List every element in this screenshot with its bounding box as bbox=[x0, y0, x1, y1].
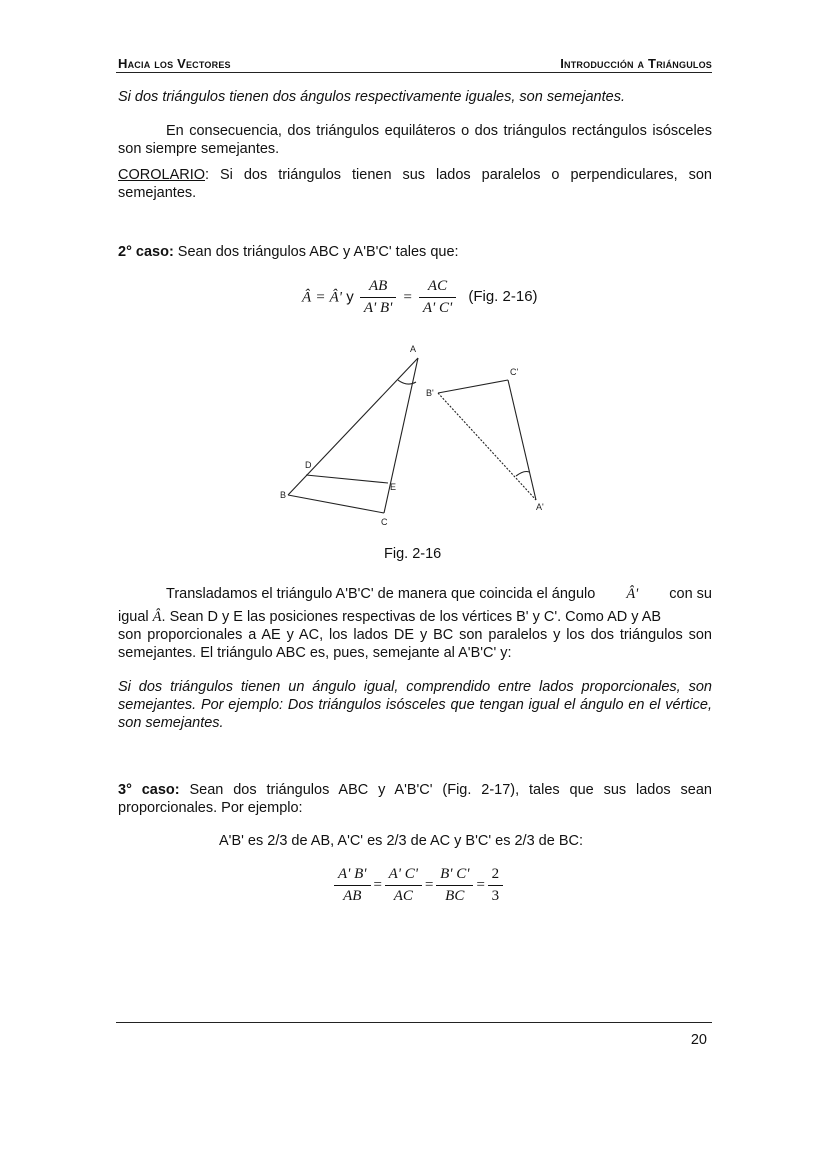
case2-label: 2° caso: bbox=[118, 244, 174, 260]
theorem-statement: Si dos triángulos tienen dos ángulos respectivamente iguales, son semejantes. bbox=[118, 89, 625, 105]
paragraph-translation-line1 bbox=[118, 585, 712, 603]
figure-2-16 bbox=[270, 340, 570, 540]
formula-eq: = bbox=[315, 289, 326, 306]
figure-caption: Fig. 2-16 bbox=[384, 546, 442, 562]
p4-line1-b: con su bbox=[669, 586, 712, 602]
label-d: D bbox=[305, 460, 312, 470]
angle-a: Â bbox=[152, 609, 162, 625]
label-a: A bbox=[410, 344, 417, 354]
case2-heading bbox=[118, 243, 712, 261]
triangle-a2b2c2 bbox=[438, 380, 536, 500]
header-left: Hacia los Vectores bbox=[118, 56, 231, 71]
angle-a-prime: Â' bbox=[626, 586, 639, 602]
label-b: B bbox=[280, 490, 287, 500]
case3-text: Sean dos triángulos ABC y A'B'C' (Fig. 2-17), tales que sus lados sean proporcionales. Por ejemplo: bbox=[118, 782, 712, 816]
corollary bbox=[118, 166, 712, 202]
fraction-a2c2-ac: $\frac{A' C'}{AC}$ bbox=[385, 866, 422, 905]
case2-text: Sean dos triángulos ABC y A'B'C' tales que: bbox=[173, 244, 459, 260]
paragraph-translation-line2 bbox=[118, 608, 712, 626]
figure-reference: (Fig. 2-16) bbox=[468, 288, 538, 306]
page-number: 20 bbox=[690, 1032, 707, 1048]
fraction-ac: $\frac{AC}{A' C'}$ bbox=[419, 278, 456, 317]
footer-rule bbox=[116, 1022, 712, 1023]
case3-heading bbox=[118, 781, 712, 817]
formula-case2 bbox=[302, 278, 538, 317]
fraction-a2b2-ab: $\frac{A' B'}{AB}$ bbox=[334, 866, 371, 905]
fraction-two-thirds: $\frac{2}{3}$ bbox=[488, 866, 504, 905]
triangle-abc bbox=[288, 358, 418, 513]
formula-and: y bbox=[346, 288, 354, 306]
formula-rhs: Â' bbox=[329, 289, 343, 306]
label-c: C bbox=[381, 517, 388, 527]
corollary-text: : Si dos triángulos tienen sus lados paralelos o perpendiculares, son semejantes. bbox=[118, 167, 712, 201]
paragraph-consequence: En consecuencia, dos triángulos equiláteros o dos triángulos rectángulos isósceles son siempre semejantes. bbox=[118, 123, 712, 157]
formula-lhs: Â bbox=[302, 289, 312, 306]
label-b-prime: B' bbox=[426, 388, 434, 398]
label-a-prime: A' bbox=[536, 502, 544, 512]
p4-line2-b: . Sean D y E las posiciones respectivas de los vértices B' y C'. Como AD y AB bbox=[161, 609, 662, 625]
header-rule bbox=[116, 72, 712, 73]
p4-line1-a: Transladamos el triángulo A'B'C' de manera que coincida el ángulo bbox=[166, 586, 596, 602]
label-c-prime: C' bbox=[510, 367, 519, 377]
p4-line2-a: igual bbox=[118, 609, 149, 625]
header-right: Introducción a Triángulos bbox=[560, 56, 712, 71]
case3-label: 3° caso: bbox=[118, 782, 180, 798]
formula-case3: $\frac{A' B'}{AB}$ = $\frac{A' C'}{AC}$ = $\frac{B' C'}{BC}$ = $\frac{2}{3}$ bbox=[332, 866, 505, 905]
corollary-label: COROLARIO bbox=[118, 167, 206, 183]
paragraph-translation-rest: son proporcionales a AE y AC, los lados DE y BC son paralelos y los dos triángulos son semejantes. El triángulo ABC es, pues, semejante al A'B'C' y: bbox=[118, 627, 712, 661]
formula-eq2: = bbox=[402, 289, 413, 306]
label-e: E bbox=[390, 482, 397, 492]
theorem-case2: Si dos triángulos tienen un ángulo igual, comprendido entre lados proporcionales, son semejantes. Por ejemplo: Dos triángulos isósceles que tengan igual el ángulo en el vértice, son semejantes. bbox=[118, 679, 712, 731]
ratio-text: A'B' es 2/3 de AB, A'C' es 2/3 de AC y B'C' es 2/3 de BC: bbox=[219, 833, 584, 849]
fraction-ab: $\frac{AB}{A' B'}$ bbox=[360, 278, 397, 317]
fraction-b2c2-bc: $\frac{B' C'}{BC}$ bbox=[436, 866, 473, 905]
